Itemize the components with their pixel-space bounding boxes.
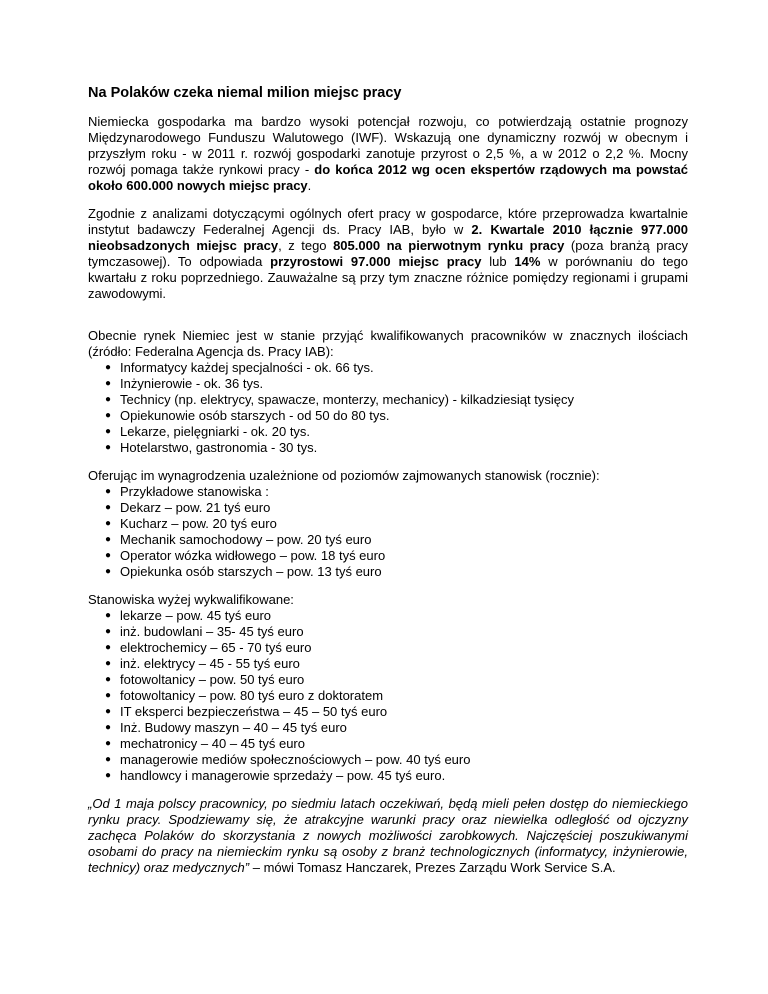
list-item-text: Inż. Budowy maszyn – 40 – 45 tyś euro <box>120 720 347 735</box>
bullet-icon: ● <box>105 690 112 701</box>
list-item <box>88 752 688 768</box>
list-item-text: Opiekunowie osób starszych - od 50 do 80 tys. <box>120 408 390 423</box>
list-item-text: handlowcy i managerowie sprzedaży – pow. 45 tyś euro. <box>120 768 446 783</box>
list-item-text: fotowoltanicy – pow. 80 tyś euro z doktoratem <box>120 688 384 703</box>
list-item <box>88 424 688 440</box>
document-title: Na Polaków czeka niemal milion miejsc pracy <box>88 85 402 101</box>
bullet-icon: ● <box>105 426 112 437</box>
list-item <box>88 376 688 392</box>
list-item <box>88 484 688 500</box>
bullet-icon: ● <box>105 378 112 389</box>
list-item <box>88 720 688 736</box>
intro-text: Niemiecka gospodarka ma bardzo wysoki potencjał rozwoju, co potwierdzają ostatnie prognozy Międzynarodowego Funduszu Walutowego (IWF). Wskazują one dynamiczny rozwój w obecnym i przyszłym roku - w 2011 r. rozwój gospodarki zanotuje przyrost o 2,5 %, a w 2012 o 2,2 %. Mocny rozwój pomaga także rynkowi pracy - <box>88 114 688 177</box>
quote-text: „Od 1 maja polscy pracownicy, po siedmiu latach oczekiwań, będą mieli pełen dostęp do niemieckiego rynku pracy. Spodziewamy się, że atrakcyjne warunki pracy oraz niewielka odległość od ojczyzny zachęca Polaków do skorzystania z nowych możliwości zarobkowych. Najczęściej poszukiwanymi osobami do pracy na niemieckim rynku są osoby z branż technologicznych (informatycy, inżynierowie, technicy) oraz medycznych” <box>88 796 688 875</box>
list-item <box>88 656 688 672</box>
list-item <box>88 548 688 564</box>
bullet-icon: ● <box>105 770 112 781</box>
intro-highlight: do końca 2012 wg ocen ekspertów rządowych ma powstać około 600.000 nowych miejsc pracy <box>88 162 688 193</box>
intro-paragraph <box>88 114 688 194</box>
bullet-icon: ● <box>105 642 112 653</box>
bullet-icon: ● <box>105 706 112 717</box>
list-item <box>88 360 688 376</box>
demand-list <box>88 360 688 456</box>
bullet-icon: ● <box>105 674 112 685</box>
bullet-icon: ● <box>105 738 112 749</box>
bullet-icon: ● <box>105 518 112 529</box>
analysis-text-5: w porównaniu do tego kwartału z roku poprzedniego. Zauważalne są przy tym znaczne różnice pomiędzy regionami i grupami zawodowymi. <box>88 254 688 301</box>
bullet-icon: ● <box>105 610 112 621</box>
market-paragraph: Obecnie rynek Niemiec jest w stanie przyjąć kwalifikowanych pracowników w znacznych ilościach (źródło: Federalna Agencja ds. Pracy IAB): <box>88 328 688 359</box>
quote-attribution: – mówi Tomasz Hanczarek, Prezes Zarządu Work Service S.A. <box>249 860 616 875</box>
list-item-text: Informatycy każdej specjalności - ok. 66 tys. <box>120 360 374 375</box>
list-item-text: mechatronicy – 40 – 45 tyś euro <box>120 736 305 751</box>
list-item <box>88 768 688 784</box>
list-item <box>88 516 688 532</box>
list-item-text: lekarze – pow. 45 tyś euro <box>120 608 272 623</box>
analysis-text-4: lub <box>481 254 515 269</box>
list-item-text: elektrochemicy – 65 - 70 tyś euro <box>120 640 312 655</box>
bullet-icon: ● <box>105 566 112 577</box>
list-item <box>88 672 688 688</box>
list-item-text: Technicy (np. elektrycy, spawacze, monterzy, mechanicy) - kilkadziesiąt tysięcy <box>120 392 574 407</box>
qualified-list <box>88 608 688 784</box>
qualified-paragraph: Stanowiska wyżej wykwalifikowane: <box>88 592 294 607</box>
list-item <box>88 392 688 408</box>
list-item-text: Kucharz – pow. 20 tyś euro <box>120 516 277 531</box>
bullet-icon: ● <box>105 394 112 405</box>
list-item <box>88 736 688 752</box>
list-item-text: fotowoltanicy – pow. 50 tyś euro <box>120 672 305 687</box>
list-item <box>88 688 688 704</box>
list-item <box>88 500 688 516</box>
list-item-text: Lekarze, pielęgniarki - ok. 20 tys. <box>120 424 311 439</box>
analysis-text-2: , z tego <box>278 238 334 253</box>
document-page <box>88 84 688 876</box>
list-item <box>88 440 688 456</box>
list-item-text: Dekarz – pow. 21 tyś euro <box>120 500 271 515</box>
bullet-icon: ● <box>105 658 112 669</box>
bullet-icon: ● <box>105 754 112 765</box>
bullet-icon: ● <box>105 502 112 513</box>
analysis-paragraph <box>88 206 688 302</box>
intro-end: . <box>307 178 312 193</box>
quote-paragraph <box>88 796 688 876</box>
bullet-icon: ● <box>105 362 112 373</box>
list-item-text: Przykładowe stanowiska : <box>120 484 269 499</box>
analysis-bold-2: 805.000 na pierwotnym rynku pracy <box>333 238 565 253</box>
list-item-text: Mechanik samochodowy – pow. 20 tyś euro <box>120 532 372 547</box>
list-item <box>88 532 688 548</box>
list-item <box>88 640 688 656</box>
bullet-icon: ● <box>105 626 112 637</box>
salary-paragraph: Oferując im wynagrodzenia uzależnione od poziomów zajmowanych stanowisk (rocznie): <box>88 468 600 483</box>
list-item-text: IT eksperci bezpieczeństwa – 45 – 50 tyś euro <box>120 704 388 719</box>
analysis-bold-3: przyrostowi 97.000 miejsc pracy <box>270 254 482 269</box>
list-item <box>88 704 688 720</box>
list-item-text: Operator wózka widłowego – pow. 18 tyś euro <box>120 548 386 563</box>
list-item <box>88 608 688 624</box>
analysis-bold-4: 14% <box>514 254 541 269</box>
list-item-text: Hotelarstwo, gastronomia - 30 tys. <box>120 440 318 455</box>
list-item-text: Inżynierowie - ok. 36 tys. <box>120 376 264 391</box>
analysis-text-1: Zgodnie z analizami dotyczącymi ogólnych ofert pracy w gospodarce, które przeprowadza kwartalnie instytut badawczy Federalnej Agencji ds. Pracy IAB, było w <box>88 206 688 237</box>
bullet-icon: ● <box>105 534 112 545</box>
analysis-bold-1: 2. Kwartale 2010 łącznie 977.000 nieobsadzonych miejsc pracy <box>88 222 689 253</box>
list-item-text: inż. budowlani – 35- 45 tyś euro <box>120 624 304 639</box>
bullet-icon: ● <box>105 486 112 497</box>
list-item-text: Opiekunka osób starszych – pow. 13 tyś euro <box>120 564 382 579</box>
salary-list <box>88 484 688 580</box>
list-item-text: inż. elektrycy – 45 - 55 tyś euro <box>120 656 300 671</box>
bullet-icon: ● <box>105 442 112 453</box>
list-item <box>88 624 688 640</box>
bullet-icon: ● <box>105 410 112 421</box>
analysis-text-3: (poza branżą pracy tymczasowej). To odpowiada <box>88 238 689 269</box>
bullet-icon: ● <box>105 550 112 561</box>
list-item <box>88 408 688 424</box>
list-item-text: managerowie mediów społecznościowych – pow. 40 tyś euro <box>120 752 471 767</box>
bullet-icon: ● <box>105 722 112 733</box>
list-item <box>88 564 688 580</box>
